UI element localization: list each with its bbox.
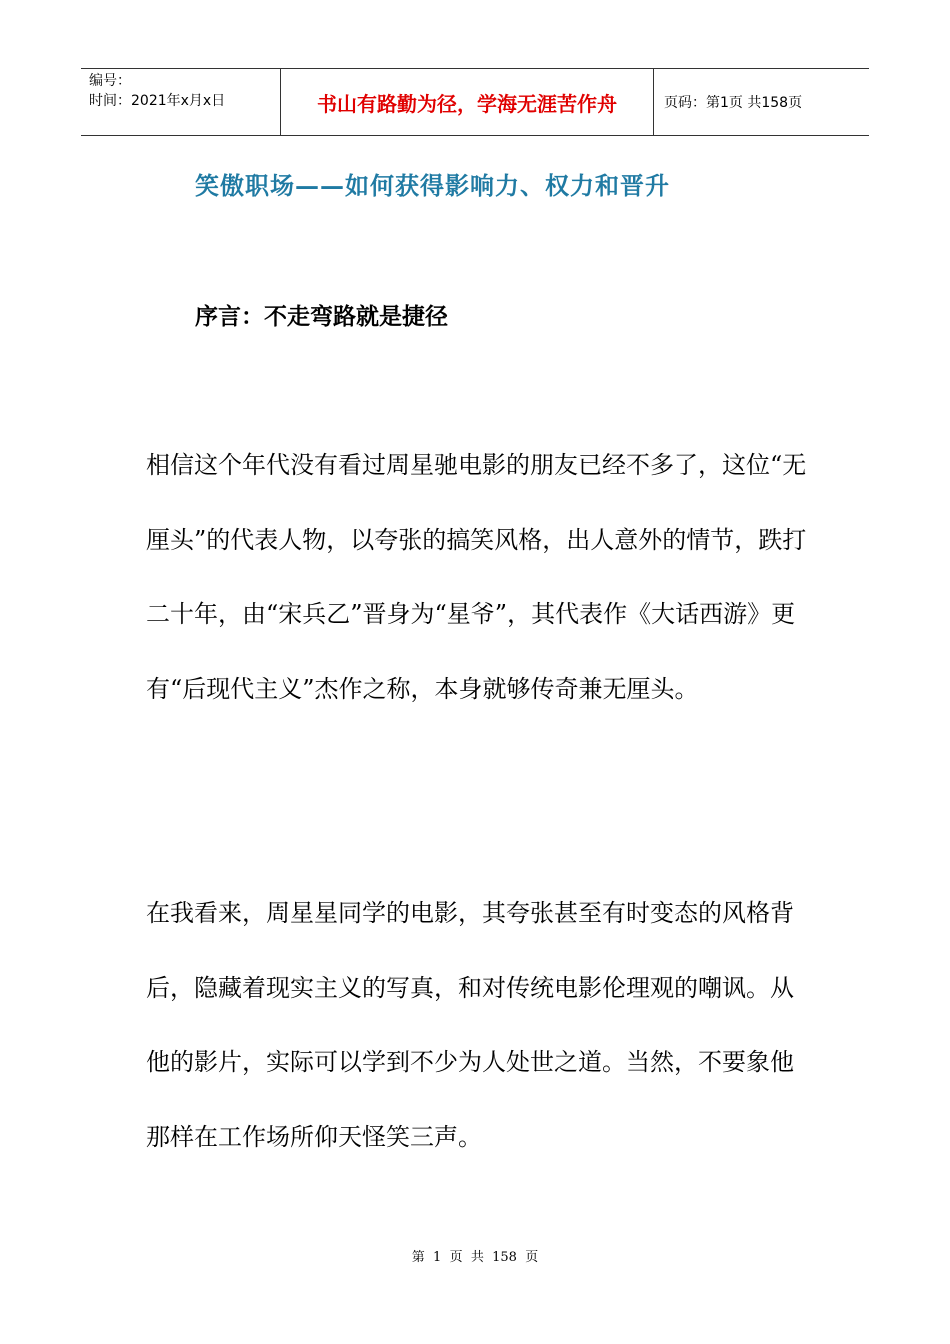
header-meta-cell	[81, 69, 281, 135]
slogan: 书山有路勤为径，学海无涯苦作舟	[317, 91, 617, 116]
section-heading: 序言：不走弯路就是捷径	[195, 303, 448, 330]
paragraph: 相信这个年代没有看过周星驰电影的朋友已经不多了，这位“无厘头”的代表人物，以夸张的搞笑风格，出人意外的情节，跌打二十年，由“宋兵乙”晋身为“星爷”，其代表作《大话西游》更有“后现代主义”杰作之称，本身就够传奇兼无厘头。	[146, 451, 807, 703]
header-slogan-cell	[281, 69, 654, 135]
number-label: 编号：	[89, 73, 131, 89]
paragraph: 在我看来，周星星同学的电影，其夸张甚至有时变态的风格背后，隐藏着现实主义的写真，和对传统电影伦理观的嘲讽。从他的影片，实际可以学到不少为人处世之道。当然，不要象他那样在工作场所仰天怪笑三声。	[146, 899, 794, 1151]
page-info: 页码：第1页 共158页	[664, 95, 803, 111]
header-table	[81, 68, 869, 136]
page-footer: 第 1 页 共 158 页	[411, 1250, 539, 1265]
date-label: 时间：2021年x月x日	[89, 93, 226, 109]
document-title: 笑傲职场——如何获得影响力、权力和晋升	[195, 171, 670, 200]
header-page-cell	[654, 69, 869, 135]
